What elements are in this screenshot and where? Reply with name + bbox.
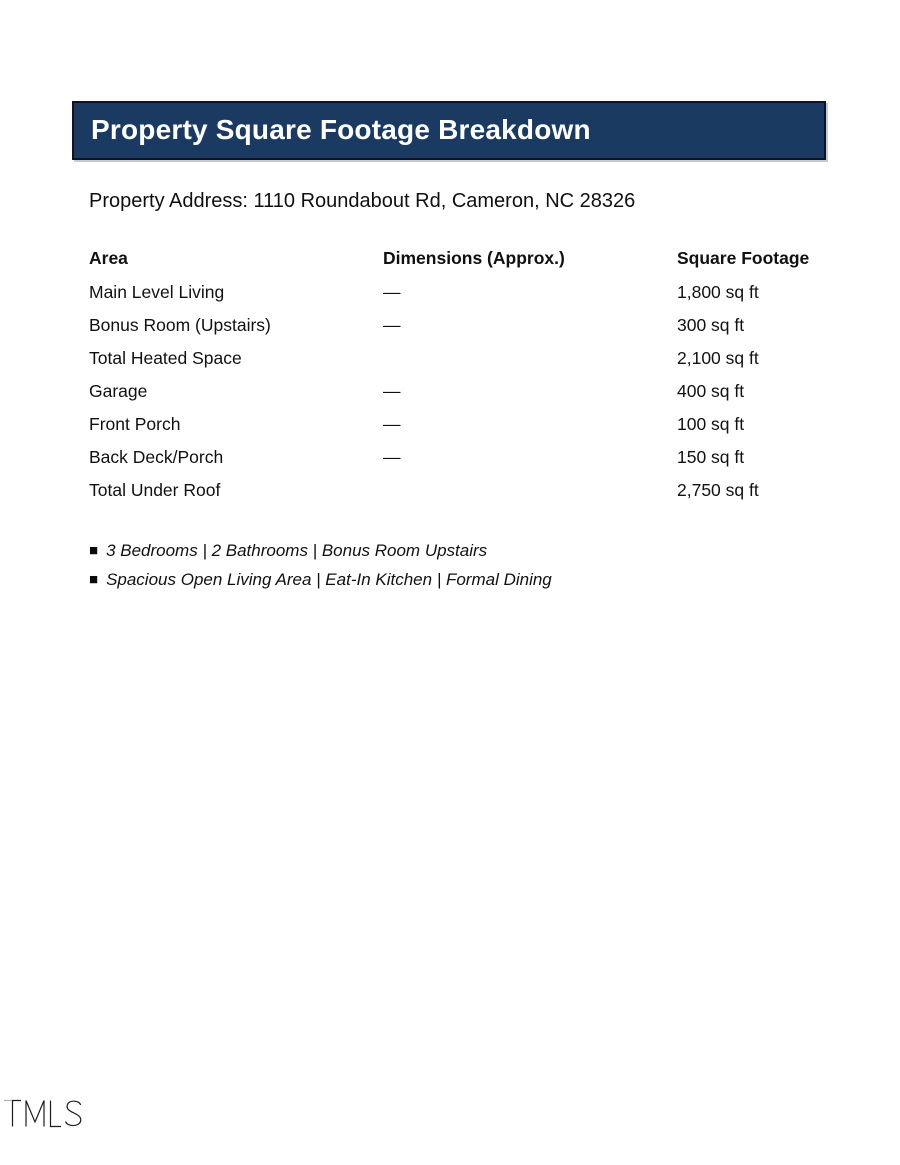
- cell-area: Total Heated Space: [89, 348, 242, 368]
- cell-sqft: 400 sq ft: [677, 381, 745, 401]
- cell-area: Bonus Room (Upstairs): [89, 315, 271, 335]
- table-row: [89, 441, 829, 474]
- column-header-square-footage: Square Footage: [677, 248, 810, 268]
- cell-sqft: 1,800 sq ft: [677, 282, 759, 302]
- column-header-area: Area: [89, 248, 128, 268]
- cell-dimensions: [383, 474, 677, 507]
- tmls-logo: [3, 1099, 89, 1128]
- cell-dimensions: —: [383, 414, 401, 434]
- table-row: [89, 309, 829, 342]
- cell-area: Total Under Roof: [89, 480, 221, 500]
- cell-dimensions: —: [383, 315, 401, 335]
- property-address: Property Address: 1110 Roundabout Rd, Cameron, NC 28326: [89, 190, 636, 212]
- table-row: [89, 342, 829, 375]
- cell-area: Back Deck/Porch: [89, 447, 224, 467]
- square-bullet-icon: ■: [89, 542, 99, 559]
- square-bullet-icon: ■: [89, 571, 99, 588]
- cell-dimensions: —: [383, 381, 401, 401]
- column-header-dimensions: Dimensions (Approx.): [383, 248, 565, 268]
- page-title: Property Square Footage Breakdown: [91, 113, 591, 145]
- cell-sqft: 150 sq ft: [677, 447, 745, 467]
- title-bar: [72, 101, 826, 160]
- table-row: [89, 276, 829, 309]
- table-row: [89, 408, 829, 441]
- cell-sqft: 2,750 sq ft: [677, 480, 759, 500]
- tmls-logo-glyphs: [3, 1099, 89, 1128]
- cell-sqft: 300 sq ft: [677, 315, 745, 335]
- cell-sqft: 100 sq ft: [677, 414, 745, 434]
- cell-area: Main Level Living: [89, 282, 225, 302]
- cell-dimensions: [383, 342, 677, 375]
- cell-area: Garage: [89, 381, 148, 401]
- table-row: [89, 375, 829, 408]
- square-footage-table: [89, 241, 829, 507]
- table-header-row: [89, 241, 829, 276]
- feature-note-text: Spacious Open Living Area | Eat-In Kitchen | Formal Dining: [106, 570, 552, 589]
- feature-note-line: [89, 536, 552, 565]
- cell-dimensions: —: [383, 447, 401, 467]
- feature-note-text: 3 Bedrooms | 2 Bathrooms | Bonus Room Upstairs: [106, 541, 488, 560]
- feature-note-line: [89, 565, 552, 594]
- cell-sqft: 2,100 sq ft: [677, 348, 759, 368]
- feature-notes: [89, 536, 552, 594]
- table-row: [89, 474, 829, 507]
- cell-area: Front Porch: [89, 414, 181, 434]
- cell-dimensions: —: [383, 282, 401, 302]
